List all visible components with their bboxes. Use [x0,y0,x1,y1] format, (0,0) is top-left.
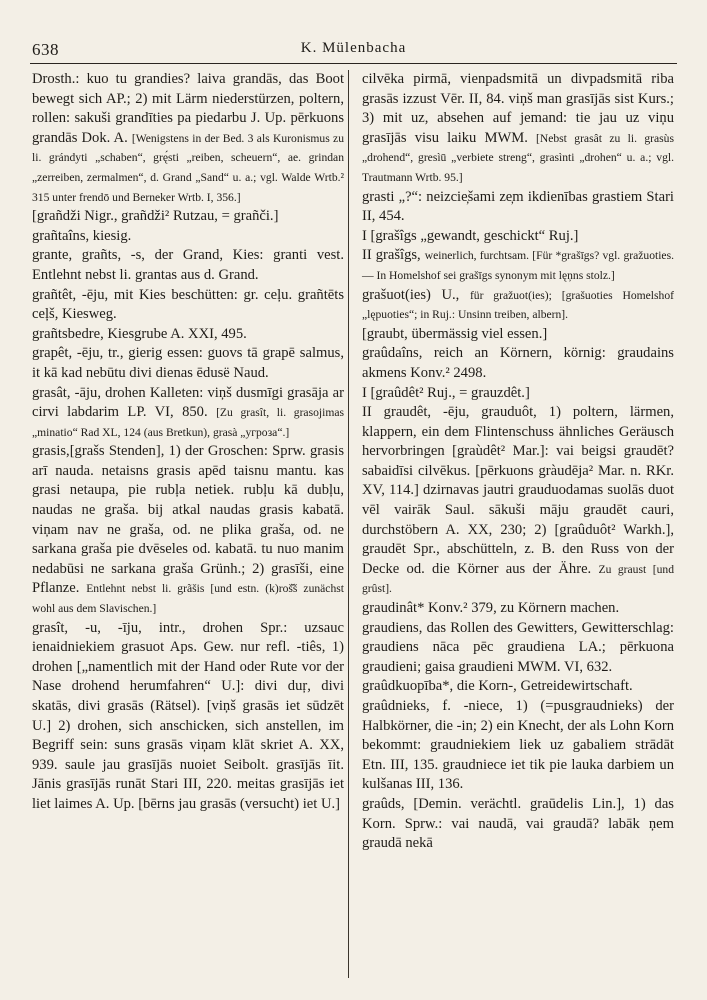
entry-text: [graubt, übermässig viel essen.] [362,325,548,342]
dictionary-entry [362,384,674,404]
entry-text: grasît, -u, -īju, intr., drohen Spr.: uzsauc ienaidniekiem grasuot Aps. Gew. nur refl. -tiês, 1) drohen [„namentlich mit der Hand oder Rute vor der Nase drohend herumfahren“ U.]: divi duŗ, divi skatās, divi grasās (Rätsel). [viņš grasās iet sūdzēt U.] 2) drohen, sich anschicken, sich anstellen, im Begriff sein: suns grasās viņam klāt skriet A. XX, 939. saule jau grasījās nuoiet Seibolt. grasījās īit. Jānis grasījās runāt Stari III, 220. meitas grasījās iet liet laimes A. Up. [bērns jau grasās (versucht) iet U.] [32,619,344,812]
entry-text: II graudêt, -ēju, grauduôt, 1) poltern, lärmen, klappern, ein dem Flintenschuss ähnliches Geräusch hervorbringen [graùdêt² Mar.]: vai beigsi graudēt? sabaidīsi cilvēkus. [pērkuons gràudēja² Mar. n. RKr. XV, 114.] dzirnavas jautri grauduodamas suolās duot vēl vairāk Saul. sākuši māju graudēt cauri, durchstöbern A. XX, 230; 2) [graûduôt² Warkh.], graudēt Spr., abschütteln, z. B. den Russ von der Decke od. die Körner aus der Ähre. [362,404,674,577]
entry-text: I [graûdêt² Ruj., = grauzdêt.] [362,384,530,401]
running-head: K. Mülenbacha [300,40,407,56]
dictionary-entry [32,325,344,345]
dictionary-entry [362,403,674,599]
dictionary-entry [32,286,344,325]
dictionary-entry [362,795,674,854]
dictionary-entry [32,246,344,285]
dictionary-entry [32,442,344,618]
entry-text: grapêt, -ēju, tr., gierig essen: guovs tā grapē salmus, it kā kad nebūtu divi dienas ēdusë Naud. [32,345,344,381]
entry-text: grañtaîns, kiesig. [32,227,132,244]
entry-note: weinerlich, furchtsam. [Für *grašīgs? vgl. gražuoties. — In Homelshof sei grašīgs synonym mit lęņns stolz.] [362,249,674,282]
entry-note: für gražuot(ies); [grašuoties Homelshof „lępuoties“; in Ruj.: Unsinn treiben, albern]. [362,288,674,322]
entry-text: graudinât* Konv.² 379, zu Körnern machen. [362,600,620,617]
entry-text: grašuot(ies) U., [362,286,460,303]
dictionary-entry [362,619,674,678]
page-number: 638 [32,40,59,59]
entry-text: cilvēka pirmā, vienpadsmitā un divpadsmitā riba grasās izzust Vēr. II, 84. viņš man grasījās sist Kurs.; 3) mit uz, absehen auf jemand: tie jau uz viņu grasījās visu laiku MWM. [362,71,674,146]
entry-text: graûdaîns, reich an Körnern, körnig: graudains akmens Konv.² 2498. [362,345,674,381]
entry-text: Drosth.: kuo tu grandies? laiva grandās, das Boot bewegt sich AP.; 2) mit Lärm niederstürzen, poltern, rollen: sakuši grandīties pa piedarbu J. Up. pērkuons grandās Dok. A. [32,71,344,146]
dictionary-entry [362,70,674,188]
entry-text: grante, grañts, -s, der Grand, Kies: granti vest. Entlehnt nebst li. grantas aus d. Grand. [32,247,344,283]
dictionary-entry [362,325,674,345]
entry-note: [Nebst grasât zu li. grasùs „drohend“, gresìū „verbiete streng“, grasìnti „drohen“ u. a.; vgl. Trautmann Wrtb. 95.] [362,131,674,184]
column-divider [348,70,349,978]
header-rule [30,63,677,64]
dictionary-entry [32,207,344,227]
dictionary-entry [362,227,674,247]
entry-text: grasti „?“: neizcie̦šami ze̦m ikdienības grastiem Stari II, 454. [362,188,674,225]
dictionary-entry [362,188,674,227]
entry-text: grasis,[grašs Stenden], 1) der Groschen: Sprw. grasis arī nauda. netaisns grasis apēd taisnu mantu. kas grasi netaupa, pie rubļa netiek. rubļu kā dubļu, naudas ne graša. bij atkal naudas grasis kabatā. viņam nav ne graša, od. ne plika graša, od. ne sarkana graša pie dvēseles od. kabatā. tu nuo manim nedabūsi ne sarkana graša Grünh.; 2) grasīši, eine Pflanze. [32,443,344,597]
dictionary-entry [362,599,674,619]
entry-note: [Zu grasît, li. grasojimas „minatio“ Rad XL, 124 (aus Bretkun), grasà „угроза“.] [32,406,345,439]
dictionary-entry [32,384,344,443]
entry-text: graudiens, das Rollen des Gewitters, Gewitterschlag: graudiens nāca pēc graudiena LA.; pērkuona graudieni; gaisa graudieni MWM. VI, 632. [362,619,674,675]
entry-note: Entlehnt nebst li. grãšis [und estn. (k)roš̌š zunächst wohl aus dem Slavischen.] [32,582,344,616]
entry-text: [grañdži Nigr., grañdži² Rutzau, = grañči.] [32,208,279,225]
entry-text: graûds, [Demin. verächtl. graūdelis Lin.], 1) das Korn. Sprw.: vai naudā, vai graudā? labāk ņem graudā nekā [362,795,674,852]
entry-text: II grašîgs, [362,247,421,264]
dictionary-entry [32,70,344,207]
entry-text: grañtêt, -ēju, mit Kies beschütten: gr. ceļu. grañtēts ceļš, Kiesweg. [32,286,344,323]
left-column [32,70,344,815]
dictionary-entry [362,344,674,383]
entry-text: graûdkuopība*, die Korn-, Getreidewirtschaft. [362,678,633,695]
dictionary-entry [32,619,344,815]
dictionary-entry [362,697,674,795]
entry-text: grasât, -āju, drohen Kalleten: viņš dusmīgi grasāja ar cirvi labdarim LP. VI, 850. [32,384,344,421]
entry-text: grañtsbedre, Kiesgrube A. XXI, 495. [32,325,247,342]
entry-note: Zu graust [und grûst]. [362,562,674,596]
entry-text: I [grašîgs „gewandt, geschickt“ Ruj.] [362,227,579,244]
entry-text: graûdnieks, f. -niece, 1) (=pusgraudnieks) der Halbkörner, die -in; 2) ein Knecht, der als Lohn Korn bekommt: graudniekiem liek uz gabaliem strādāt Etn. III, 135. graudniece iet tik pie lauka darbiem un kulšanas III, 136. [362,698,674,793]
dictionary-entry [32,344,344,383]
entry-note: [Wenigstens in der Bed. 3 als Kuronismus zu li. grándyti „schaben“, grę́sti „reiben, scheuern“, ae. grindan „zerreiben, zermalmen“, d. Grand „Sand“ u. a.; vgl. Walde Wrtb.² 315 unter frendō und Berneker Wrtb. I, 356.] [32,131,344,204]
dictionary-entry [362,286,674,325]
right-column [362,70,674,854]
dictionary-entry [32,227,344,247]
dictionary-entry [362,246,674,285]
dictionary-entry [362,677,674,697]
